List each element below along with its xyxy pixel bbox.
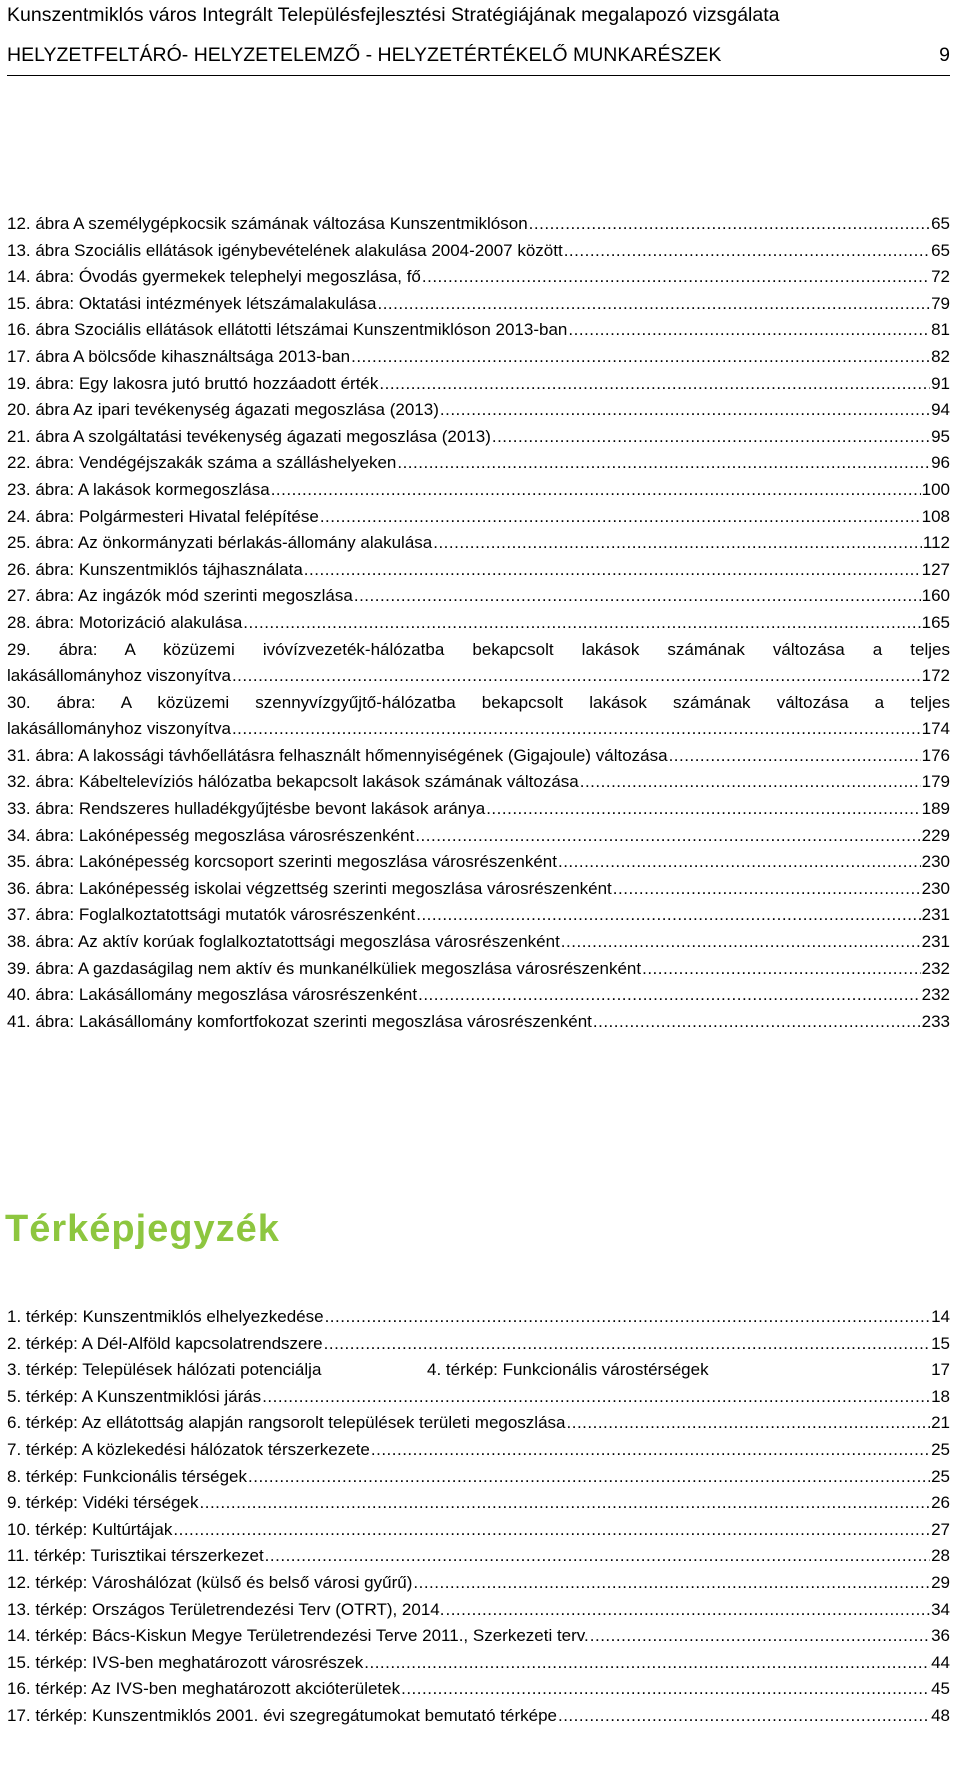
entry-title: 7. térkép: A közlekedési hálózatok térszerkezete — [7, 1439, 370, 1459]
dot-leader — [590, 1623, 930, 1650]
entry-page-number: 229 — [921, 825, 950, 845]
entry-title: 31. ábra: A lakossági távhőellátásra felhasznált hőmennyiségének (Gigajoule) változása — [7, 745, 668, 765]
dot-leader — [642, 956, 921, 983]
entry-title: 2. térkép: A Dél-Alföld kapcsolatrendszere — [7, 1333, 323, 1353]
entry-page-number: 165 — [921, 612, 950, 632]
entry-title: 30. ábra: A közüzemi szennyvízgyűjtő-hálózatba bekapcsolt lakások számának változása a teljes — [7, 692, 950, 712]
figure-entry[interactable] — [7, 397, 950, 424]
dot-leader — [561, 929, 921, 956]
entry-title: 12. ábra A személygépkocsik számának változása Kunszentmiklóson — [7, 214, 528, 233]
entry-page-number: 44 — [931, 1652, 950, 1672]
entry-page-number: 25 — [931, 1439, 950, 1459]
map-entry[interactable] — [7, 1304, 950, 1331]
dot-leader — [351, 344, 930, 371]
entry-right — [427, 1357, 950, 1384]
entry-title: 34. ábra: Lakónépesség megoszlása városrészenként — [7, 825, 415, 845]
entry-page-number: 94 — [931, 400, 950, 420]
dot-leader — [445, 1597, 930, 1624]
dot-leader — [415, 823, 920, 850]
entry-page-number: 174 — [921, 719, 950, 739]
dot-leader — [200, 1490, 931, 1517]
map-entry[interactable] — [7, 1543, 950, 1570]
dot-leader — [593, 1009, 921, 1036]
entry-title: 25. ábra: Az önkormányzati bérlakás-állomány alakulása — [7, 533, 433, 553]
entry-page-number: 232 — [921, 985, 950, 1005]
dot-leader — [529, 211, 930, 238]
maps-section-title: Térképjegyzék — [5, 1208, 280, 1250]
entry-page-number: 127 — [921, 559, 950, 579]
figure-entry[interactable] — [7, 344, 950, 371]
entry-title: 14. térkép: Bács-Kiskun Megye Területrendezési Terve 2011., Szerkezeti terv. — [7, 1626, 589, 1646]
header-title: Kunszentmiklós város Integrált Településfejlesztési Stratégiájának megalapozó vizsgálata — [7, 4, 780, 26]
entry-title: 39. ábra: A gazdaságilag nem aktív és munkanélküliek megoszlása városrészenként — [7, 958, 642, 978]
entry-page-number: 15 — [931, 1333, 950, 1353]
entry-title: 36. ábra: Lakónépesség iskolai végzettség szerinti megoszlása városrészenként — [7, 878, 612, 898]
figure-entry[interactable] — [7, 823, 950, 850]
entry-title: 37. ábra: Foglalkoztatottsági mutatók városrészenként — [7, 905, 416, 925]
entry-page-number: 100 — [921, 479, 950, 499]
entry-title: 41. ábra: Lakásállomány komfortfokozat szerinti megoszlása városrészenként — [7, 1011, 592, 1031]
entry-title: 19. ábra: Egy lakosra jutó bruttó hozzáadott érték — [7, 373, 379, 393]
entry-title: 21. ábra A szolgáltatási tevékenység ágazati megoszlása (2013) — [7, 426, 491, 446]
map-entry[interactable] — [7, 1623, 950, 1650]
figure-entry[interactable] — [7, 424, 950, 451]
figure-entry[interactable] — [7, 557, 950, 584]
entry-page-number: 82 — [931, 346, 950, 366]
entry-title-continued: lakásállományhoz viszonyítva — [7, 719, 231, 739]
dot-leader — [568, 317, 930, 344]
map-entry[interactable] — [7, 1650, 950, 1677]
dot-leader — [364, 1650, 930, 1677]
entry-title: 35. ábra: Lakónépesség korcsoport szerinti megoszlása városrészenként — [7, 852, 557, 872]
entry-page-number: 230 — [921, 852, 950, 872]
header-subtitle-row — [7, 43, 950, 67]
entry-page-number: 230 — [921, 878, 950, 898]
figure-entry[interactable] — [7, 929, 950, 956]
dot-leader — [262, 1384, 930, 1411]
dot-leader — [433, 530, 922, 557]
figure-entry[interactable] — [7, 504, 950, 531]
map-entry[interactable] — [7, 1331, 950, 1358]
figure-entry[interactable] — [7, 982, 950, 1009]
dot-leader — [232, 663, 921, 690]
dot-leader — [354, 583, 921, 610]
entry-page-number: 172 — [921, 666, 950, 686]
entry-title: 11. térkép: Turisztikai térszerkezet — [7, 1546, 264, 1566]
map-entry[interactable] — [7, 1410, 950, 1437]
entry-page-number: 112 — [922, 533, 950, 553]
entry-page-number: 91 — [931, 373, 950, 393]
entry-title: 20. ábra Az ipari tevékenység ágazati megoszlása (2013) — [7, 400, 439, 420]
entry-title: 6. térkép: Az ellátottság alapján rangsorolt települések területi megoszlása — [7, 1413, 566, 1433]
entry-title: 8. térkép: Funkcionális térségek — [7, 1466, 248, 1486]
dot-leader — [379, 371, 930, 398]
entry-title: 15. térkép: IVS-ben meghatározott városrészek — [7, 1652, 364, 1672]
map-entry[interactable] — [7, 1597, 950, 1624]
map-entry[interactable] — [7, 1676, 950, 1703]
figure-entry[interactable] — [7, 450, 950, 477]
entry-title: 15. ábra: Oktatási intézmények létszámalakulása — [7, 293, 377, 313]
entry-page-number: 108 — [921, 506, 950, 526]
entry-page-number: 160 — [921, 586, 950, 606]
figure-entry[interactable] — [7, 956, 950, 983]
dot-leader — [248, 1464, 930, 1491]
entry-page-number: 21 — [931, 1413, 950, 1433]
entry-page-number: 231 — [921, 932, 950, 952]
entry-page-number: 34 — [931, 1599, 950, 1619]
map-entry[interactable] — [7, 1517, 950, 1544]
entry-page-number: 25 — [931, 1466, 950, 1486]
figure-entry[interactable] — [7, 371, 950, 398]
map-entry[interactable] — [7, 1437, 950, 1464]
figure-entry[interactable] — [7, 211, 950, 238]
entry-title: 32. ábra: Kábeltelevíziós hálózatba bekapcsolt lakások számának változása — [7, 772, 579, 792]
dot-leader — [558, 1703, 930, 1730]
header-subtitle: HELYZETFELTÁRÓ- HELYZETELEMZŐ - HELYZETÉRTÉKELŐ MUNKARÉSZEK — [7, 44, 722, 66]
entry-page-number: 36 — [931, 1626, 950, 1646]
figure-entry[interactable] — [7, 291, 950, 318]
entry-page-number: 65 — [931, 240, 950, 260]
dot-leader — [440, 397, 930, 424]
entry-title: 26. ábra: Kunszentmiklós tájhasználata — [7, 559, 303, 579]
entry-page-number: 48 — [931, 1705, 950, 1725]
entry-page-number: 231 — [921, 905, 950, 925]
dot-leader — [304, 557, 921, 584]
dot-leader — [377, 291, 930, 318]
figure-entry[interactable] — [7, 637, 950, 690]
entry-page-number: 233 — [921, 1011, 950, 1031]
entry-title: 10. térkép: Kultúrtájak — [7, 1519, 173, 1539]
dot-leader — [486, 796, 920, 823]
entry-page-number: 65 — [931, 214, 950, 233]
dot-leader — [401, 1676, 930, 1703]
dot-leader — [492, 424, 930, 451]
dot-leader — [232, 716, 921, 743]
entry-title: 12. térkép: Városhálózat (külső és belső városi gyűrű) — [7, 1572, 413, 1592]
figure-entry[interactable] — [7, 690, 950, 743]
map-list — [7, 1304, 950, 1730]
dot-leader — [320, 504, 921, 531]
entry-title: 40. ábra: Lakásállomány megoszlása városrészenként — [7, 985, 418, 1005]
entry-page-number: 29 — [931, 1572, 950, 1592]
entry-page-number: 189 — [921, 799, 950, 819]
figure-entry[interactable] — [7, 317, 950, 344]
figure-entry[interactable] — [7, 1009, 950, 1036]
dot-leader — [271, 477, 921, 504]
entry-title: 38. ábra: Az aktív korúak foglalkoztatottsági megoszlása városrészenként — [7, 932, 560, 952]
entry-page-number: 27 — [931, 1519, 950, 1539]
entry-title: 33. ábra: Rendszeres hulladékgyűjtésbe bevont lakások aránya — [7, 799, 486, 819]
entry-page-number: 79 — [931, 293, 950, 313]
entry-title: 16. térkép: Az IVS-ben meghatározott akcióterületek — [7, 1679, 401, 1699]
entry-title: 29. ábra: A közüzemi ivóvízvezeték-hálózatba bekapcsolt lakások számának változása a teljes — [7, 639, 950, 659]
entry-page-number: 232 — [921, 958, 950, 978]
figure-entry[interactable] — [7, 477, 950, 504]
dot-leader — [265, 1543, 930, 1570]
dot-leader — [413, 1570, 930, 1597]
entry-page-number: 26 — [931, 1493, 950, 1513]
figure-entry[interactable] — [7, 610, 950, 637]
figure-entry[interactable] — [7, 769, 950, 796]
entry-title: 17. ábra A bölcsőde kihasználtsága 2013-ban — [7, 346, 351, 366]
dot-leader — [371, 1437, 930, 1464]
entry-title-continued: lakásállományhoz viszonyítva — [7, 666, 231, 686]
entry-page-number: 17 — [931, 1360, 950, 1380]
entry-page-number: 96 — [931, 453, 950, 473]
entry-title: 16. ábra Szociális ellátások ellátotti létszámai Kunszentmiklóson 2013-ban — [7, 320, 568, 340]
figure-entry[interactable] — [7, 876, 950, 903]
figure-entry[interactable] — [7, 264, 950, 291]
entry-page-number: 95 — [931, 426, 950, 446]
entry-title: 17. térkép: Kunszentmiklós 2001. évi szegregátumokat bemutató térképe — [7, 1705, 557, 1725]
entry-title: 4. térkép: Funkcionális várostérségek — [427, 1360, 709, 1380]
entry-title: 9. térkép: Vidéki térségek — [7, 1493, 199, 1513]
entry-page-number: 18 — [931, 1386, 950, 1406]
dot-leader — [564, 238, 930, 265]
entry-page-number: 179 — [921, 772, 950, 792]
map-entry[interactable] — [7, 1703, 950, 1730]
figure-entry[interactable] — [7, 583, 950, 610]
entry-page-number: 72 — [931, 267, 950, 287]
entry-title: 13. ábra Szociális ellátások igénybevételének alakulása 2004-2007 között — [7, 240, 563, 260]
dot-leader — [418, 982, 921, 1009]
entry-page-number: 176 — [921, 745, 950, 765]
entry-title: 24. ábra: Polgármesteri Hivatal felépítése — [7, 506, 319, 526]
figure-entry[interactable] — [7, 849, 950, 876]
entry-page-number: 45 — [931, 1679, 950, 1699]
entry-title: 1. térkép: Kunszentmiklós elhelyezkedése — [7, 1307, 324, 1326]
entry-continuation — [7, 663, 950, 690]
dot-leader — [567, 1410, 931, 1437]
entry-title: 5. térkép: A Kunszentmiklósi járás — [7, 1386, 262, 1406]
map-entry[interactable] — [7, 1464, 950, 1491]
map-entry[interactable] — [7, 1490, 950, 1517]
entry-title: 28. ábra: Motorizáció alakulása — [7, 612, 243, 632]
entry-title: 22. ábra: Vendégéjszakák száma a szálláshelyeken — [7, 453, 397, 473]
dot-leader — [243, 610, 920, 637]
entry-title: 3. térkép: Települések hálózati potenciálja — [7, 1360, 322, 1380]
entry-title: 23. ábra: A lakások kormegoszlása — [7, 479, 270, 499]
entry-page-number: 28 — [931, 1546, 950, 1566]
entry-continuation — [7, 716, 950, 743]
dot-leader — [580, 769, 921, 796]
figure-entry[interactable] — [7, 530, 950, 557]
dot-leader — [325, 1304, 931, 1331]
figure-entry[interactable] — [7, 796, 950, 823]
dot-leader — [173, 1517, 930, 1544]
figure-entry[interactable] — [7, 238, 950, 265]
entry-title: 14. ábra: Óvodás gyermekek telephelyi megoszlása, fő — [7, 267, 421, 287]
map-entry[interactable] — [7, 1384, 950, 1411]
dot-leader — [324, 1331, 930, 1358]
dot-leader — [613, 876, 921, 903]
dot-leader — [416, 902, 920, 929]
dot-leader — [669, 743, 921, 770]
entry-page-number: 14 — [931, 1307, 950, 1326]
map-entry-pair[interactable] — [7, 1357, 950, 1384]
entry-title: 13. térkép: Országos Területrendezési Terv (OTRT), 2014. — [7, 1599, 445, 1619]
figure-entry[interactable] — [7, 743, 950, 770]
dot-leader — [558, 849, 921, 876]
entry-title: 27. ábra: Az ingázók mód szerinti megoszlása — [7, 586, 353, 606]
page-number: 9 — [939, 44, 950, 66]
dot-leader — [422, 264, 930, 291]
entry-page-number: 81 — [931, 320, 950, 340]
figure-list — [7, 211, 950, 1035]
dot-leader — [397, 450, 930, 477]
map-entry[interactable] — [7, 1570, 950, 1597]
header-rule — [7, 75, 950, 76]
figure-entry[interactable] — [7, 902, 950, 929]
